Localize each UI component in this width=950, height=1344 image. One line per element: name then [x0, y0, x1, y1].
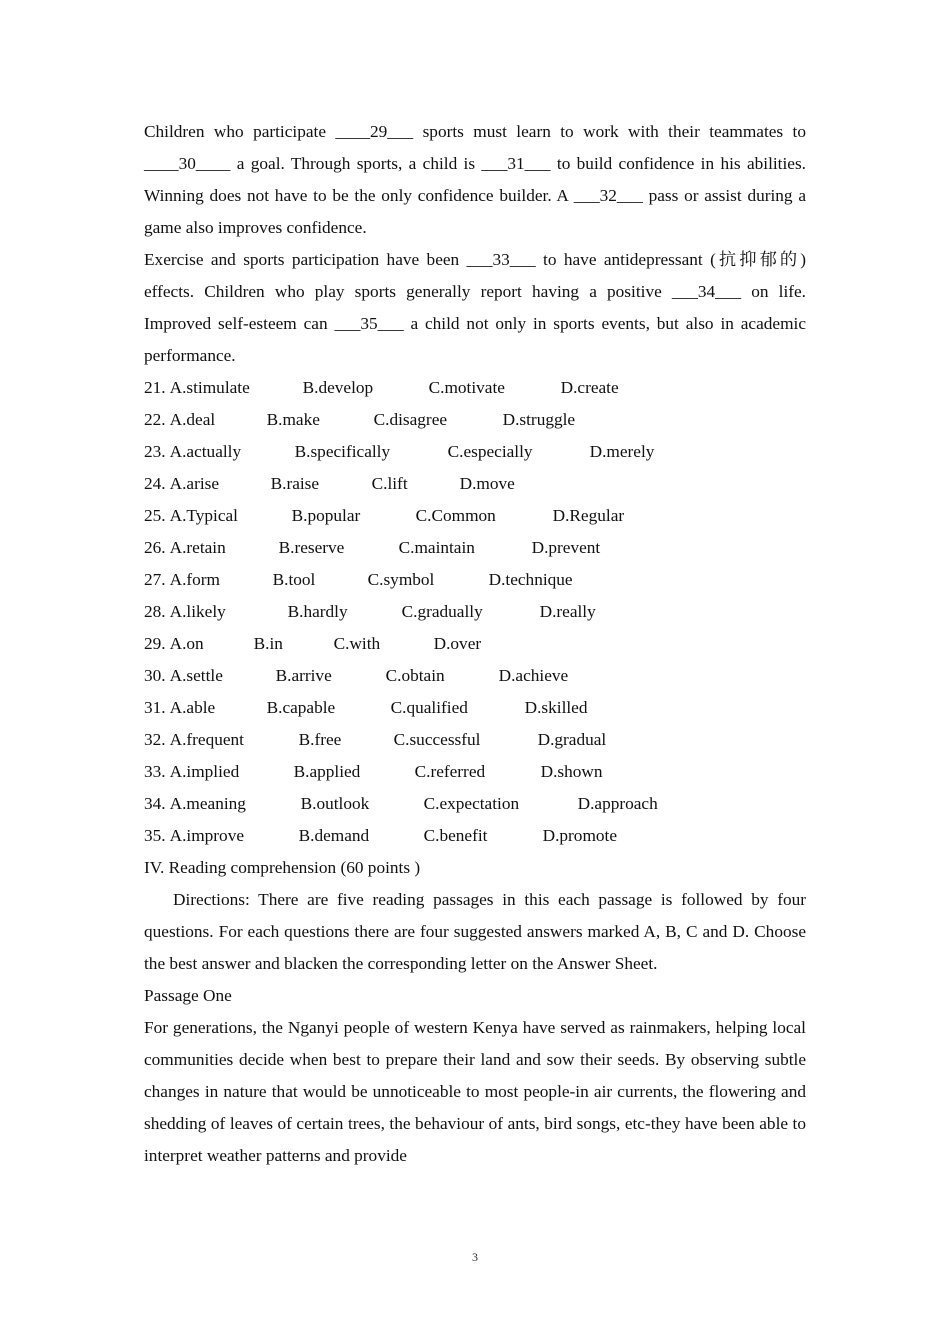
option-c: C.expectation: [423, 794, 520, 813]
question-row: [144, 436, 806, 468]
option-a: A.settle: [169, 666, 223, 685]
section-heading: IV. Reading comprehension (60 points ): [144, 858, 421, 877]
option-b: B.arrive: [275, 666, 332, 685]
option-d: D.create: [560, 378, 619, 397]
option-d: D.over: [433, 634, 482, 653]
option-d: D.promote: [542, 826, 617, 845]
question-row: [144, 500, 806, 532]
option-d: D.achieve: [498, 666, 569, 685]
question-row: [144, 724, 806, 756]
question-number: 34.: [144, 794, 166, 813]
option-b: B.tool: [272, 570, 316, 589]
option-b: B.demand: [298, 826, 370, 845]
option-b: B.develop: [302, 378, 374, 397]
option-a: A.able: [169, 698, 216, 717]
question-number: 30.: [144, 666, 166, 685]
option-d: D.really: [539, 602, 596, 621]
option-b: B.outlook: [300, 794, 370, 813]
question-number: 25.: [144, 506, 166, 525]
question-number: 28.: [144, 602, 166, 621]
option-a: A.likely: [169, 602, 226, 621]
option-a: A.on: [169, 634, 204, 653]
page-number: 3: [472, 1250, 478, 1264]
option-c: C.motivate: [428, 378, 505, 397]
option-d: D.approach: [577, 794, 658, 813]
option-b: B.in: [253, 634, 283, 653]
option-d: D.struggle: [502, 410, 576, 429]
question-number: 26.: [144, 538, 166, 557]
option-c: C.disagree: [373, 410, 448, 429]
option-b: B.free: [298, 730, 342, 749]
option-a: A.frequent: [169, 730, 244, 749]
question-row: [144, 820, 806, 852]
option-c: C.with: [333, 634, 381, 653]
option-c: C.qualified: [390, 698, 468, 717]
option-b: B.raise: [270, 474, 320, 493]
option-a: A.meaning: [169, 794, 246, 813]
option-d: D.technique: [488, 570, 573, 589]
cloze-paragraph-1: Children who participate ____29___ sports must learn to work with their teammates to ____30____ a goal. Through sports, a child is ___31___ to build confidence in his abilities. Winning does not have to be the only confidence builder. A ___32___ pass or assist during a game also improves confidence.: [144, 122, 806, 237]
option-d: D.prevent: [531, 538, 601, 557]
option-b: B.reserve: [278, 538, 345, 557]
question-row: [144, 596, 806, 628]
option-a: A.implied: [169, 762, 240, 781]
option-b: B.specifically: [294, 442, 391, 461]
question-row: [144, 404, 806, 436]
question-number: 27.: [144, 570, 166, 589]
option-a: A.deal: [169, 410, 216, 429]
option-c: C.maintain: [398, 538, 475, 557]
option-a: A.improve: [169, 826, 244, 845]
option-c: C.gradually: [401, 602, 483, 621]
question-row: [144, 756, 806, 788]
passage-text: For generations, the Nganyi people of western Kenya have served as rainmakers, helping local communities decide when best to prepare their land and sow their seeds. By observing subtle changes in nature that would be unnoticeable to most people-in air currents, the flowering and shedding of leaves of certain trees, the behaviour of ants, bird songs, etc-they have been able to interpret weather patterns and provide: [144, 1018, 806, 1165]
option-c: C.referred: [414, 762, 486, 781]
option-a: A.stimulate: [169, 378, 250, 397]
question-number: 24.: [144, 474, 166, 493]
directions-text: Directions: There are five reading passages in this each passage is followed by four questions. For each questions there are four suggested answers marked A, B, C and D. Choose the best answer and blacken the corresponding letter on the Answer Sheet.: [144, 890, 806, 973]
cloze-paragraph-2: Exercise and sports participation have been ___33___ to have antidepressant (抗抑郁的) effects. Children who play sports generally report having a positive ___34___ on life. Improved self-esteem can ___35___ a child not only in sports events, but also in academic performance.: [144, 250, 806, 365]
question-number: 32.: [144, 730, 166, 749]
option-a: A.actually: [169, 442, 242, 461]
question-number: 21.: [144, 378, 166, 397]
option-a: A.form: [169, 570, 221, 589]
option-b: B.make: [266, 410, 320, 429]
option-c: C.symbol: [367, 570, 435, 589]
option-a: A.retain: [169, 538, 226, 557]
passage-title: Passage One: [144, 986, 232, 1005]
option-c: C.obtain: [385, 666, 445, 685]
option-c: C.lift: [371, 474, 408, 493]
option-d: D.move: [459, 474, 515, 493]
option-b: B.applied: [293, 762, 361, 781]
question-row: [144, 372, 806, 404]
question-number: 22.: [144, 410, 166, 429]
question-row: [144, 692, 806, 724]
question-number: 29.: [144, 634, 166, 653]
option-c: C.especially: [447, 442, 533, 461]
question-row: [144, 532, 806, 564]
option-b: B.popular: [291, 506, 361, 525]
option-d: D.merely: [589, 442, 655, 461]
option-b: B.hardly: [287, 602, 348, 621]
option-a: A.Typical: [169, 506, 238, 525]
question-row: [144, 788, 806, 820]
option-d: D.gradual: [537, 730, 607, 749]
question-list: [144, 372, 806, 852]
question-row: [144, 660, 806, 692]
question-number: 23.: [144, 442, 166, 461]
option-d: D.Regular: [552, 506, 625, 525]
question-row: [144, 468, 806, 500]
option-c: C.benefit: [423, 826, 488, 845]
option-d: D.skilled: [524, 698, 588, 717]
question-row: [144, 628, 806, 660]
option-a: A.arise: [169, 474, 220, 493]
option-d: D.shown: [540, 762, 603, 781]
question-row: [144, 564, 806, 596]
option-c: C.successful: [393, 730, 481, 749]
question-number: 35.: [144, 826, 166, 845]
option-b: B.capable: [266, 698, 336, 717]
document-page: [144, 116, 806, 1172]
question-number: 33.: [144, 762, 166, 781]
question-number: 31.: [144, 698, 166, 717]
option-c: C.Common: [415, 506, 496, 525]
